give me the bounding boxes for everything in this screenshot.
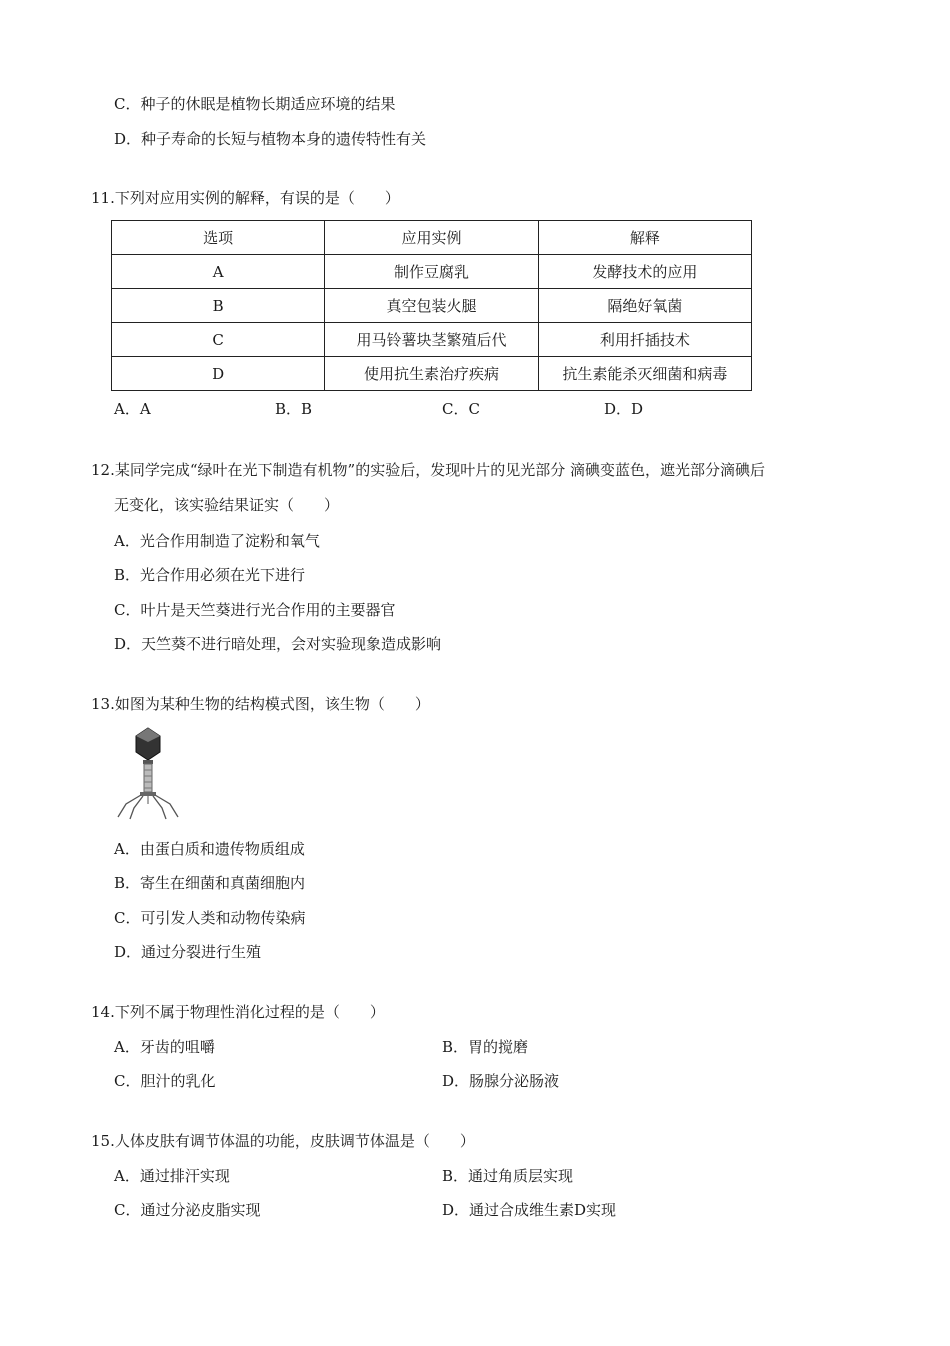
table-header-cell: 应用实例 <box>325 221 538 255</box>
q15-option-b: B．通过角质层实现 <box>442 1167 574 1185</box>
q12-option-c: C．叶片是天竺葵进行光合作用的主要器官 <box>114 601 396 619</box>
table-cell: D <box>112 357 325 391</box>
table-cell: 发酵技术的应用 <box>538 255 751 289</box>
q15-option-d: D．通过合成维生素D实现 <box>442 1201 617 1219</box>
q13-option-a: A．由蛋白质和遗传物质组成 <box>114 840 305 858</box>
q12-option-a: A．光合作用制造了淀粉和氧气 <box>114 532 320 550</box>
table-cell: C <box>112 323 325 357</box>
q11-option-b: B．B <box>275 400 313 418</box>
q13-option-c: C．可引发人类和动物传染病 <box>114 909 306 927</box>
table-cell: 真空包装火腿 <box>325 289 538 323</box>
table-cell: 制作豆腐乳 <box>325 255 538 289</box>
table-header-cell: 选项 <box>112 221 325 255</box>
q13-option-d: D．通过分裂进行生殖 <box>114 943 262 961</box>
q10-option-c: C．种子的休眠是植物长期适应环境的结果 <box>114 95 396 113</box>
table-row <box>112 357 752 391</box>
q10-option-d: D．种子寿命的长短与植物本身的遗传特性有关 <box>114 130 427 148</box>
q11-stem: 11.下列对应用实例的解释，有误的是（ ） <box>91 189 400 207</box>
table-cell: 隔绝好氧菌 <box>538 289 751 323</box>
table-row <box>112 323 752 357</box>
q14-option-a: A．牙齿的咀嚼 <box>114 1038 215 1056</box>
q11-table <box>111 220 752 391</box>
q14-option-b: B．胃的搅磨 <box>442 1038 529 1056</box>
q12-stem-line2: 无变化，该实验结果证实（ ） <box>114 496 340 514</box>
q11-option-a: A．A <box>114 400 151 418</box>
table-header-cell: 解释 <box>538 221 751 255</box>
q14-option-d: D．肠腺分泌肠液 <box>442 1072 560 1090</box>
q12-stem-line1: 12.某同学完成“绿叶在光下制造有机物”的实验后，发现叶片的见光部分 滴碘变蓝色，遮光部分滴碘后 <box>91 461 765 479</box>
q13-stem: 13.如图为某种生物的结构模式图，该生物（ ） <box>91 695 430 713</box>
q12-option-b: B．光合作用必须在光下进行 <box>114 566 306 584</box>
q15-option-c: C．通过分泌皮脂实现 <box>114 1201 261 1219</box>
q14-option-c: C．胆汁的乳化 <box>114 1072 216 1090</box>
table-row <box>112 255 752 289</box>
table-cell: B <box>112 289 325 323</box>
q11-option-c: C．C <box>442 400 480 418</box>
bacteriophage-icon <box>112 724 184 820</box>
table-header-row <box>112 221 752 255</box>
q12-option-d: D．天竺葵不进行暗处理，会对实验现象造成影响 <box>114 635 442 653</box>
q14-stem: 14.下列不属于物理性消化过程的是（ ） <box>91 1003 385 1021</box>
q15-stem: 15.人体皮肤有调节体温的功能，皮肤调节体温是（ ） <box>91 1132 475 1150</box>
q15-option-a: A．通过排汗实现 <box>114 1167 230 1185</box>
table-cell: 利用扦插技术 <box>538 323 751 357</box>
table-cell: 使用抗生素治疗疾病 <box>325 357 538 391</box>
table-cell: A <box>112 255 325 289</box>
table-cell: 用马铃薯块茎繁殖后代 <box>325 323 538 357</box>
q11-option-d: D．D <box>604 400 644 418</box>
q13-option-b: B．寄生在细菌和真菌细胞内 <box>114 874 306 892</box>
table-cell: 抗生素能杀灭细菌和病毒 <box>538 357 751 391</box>
table-row <box>112 289 752 323</box>
